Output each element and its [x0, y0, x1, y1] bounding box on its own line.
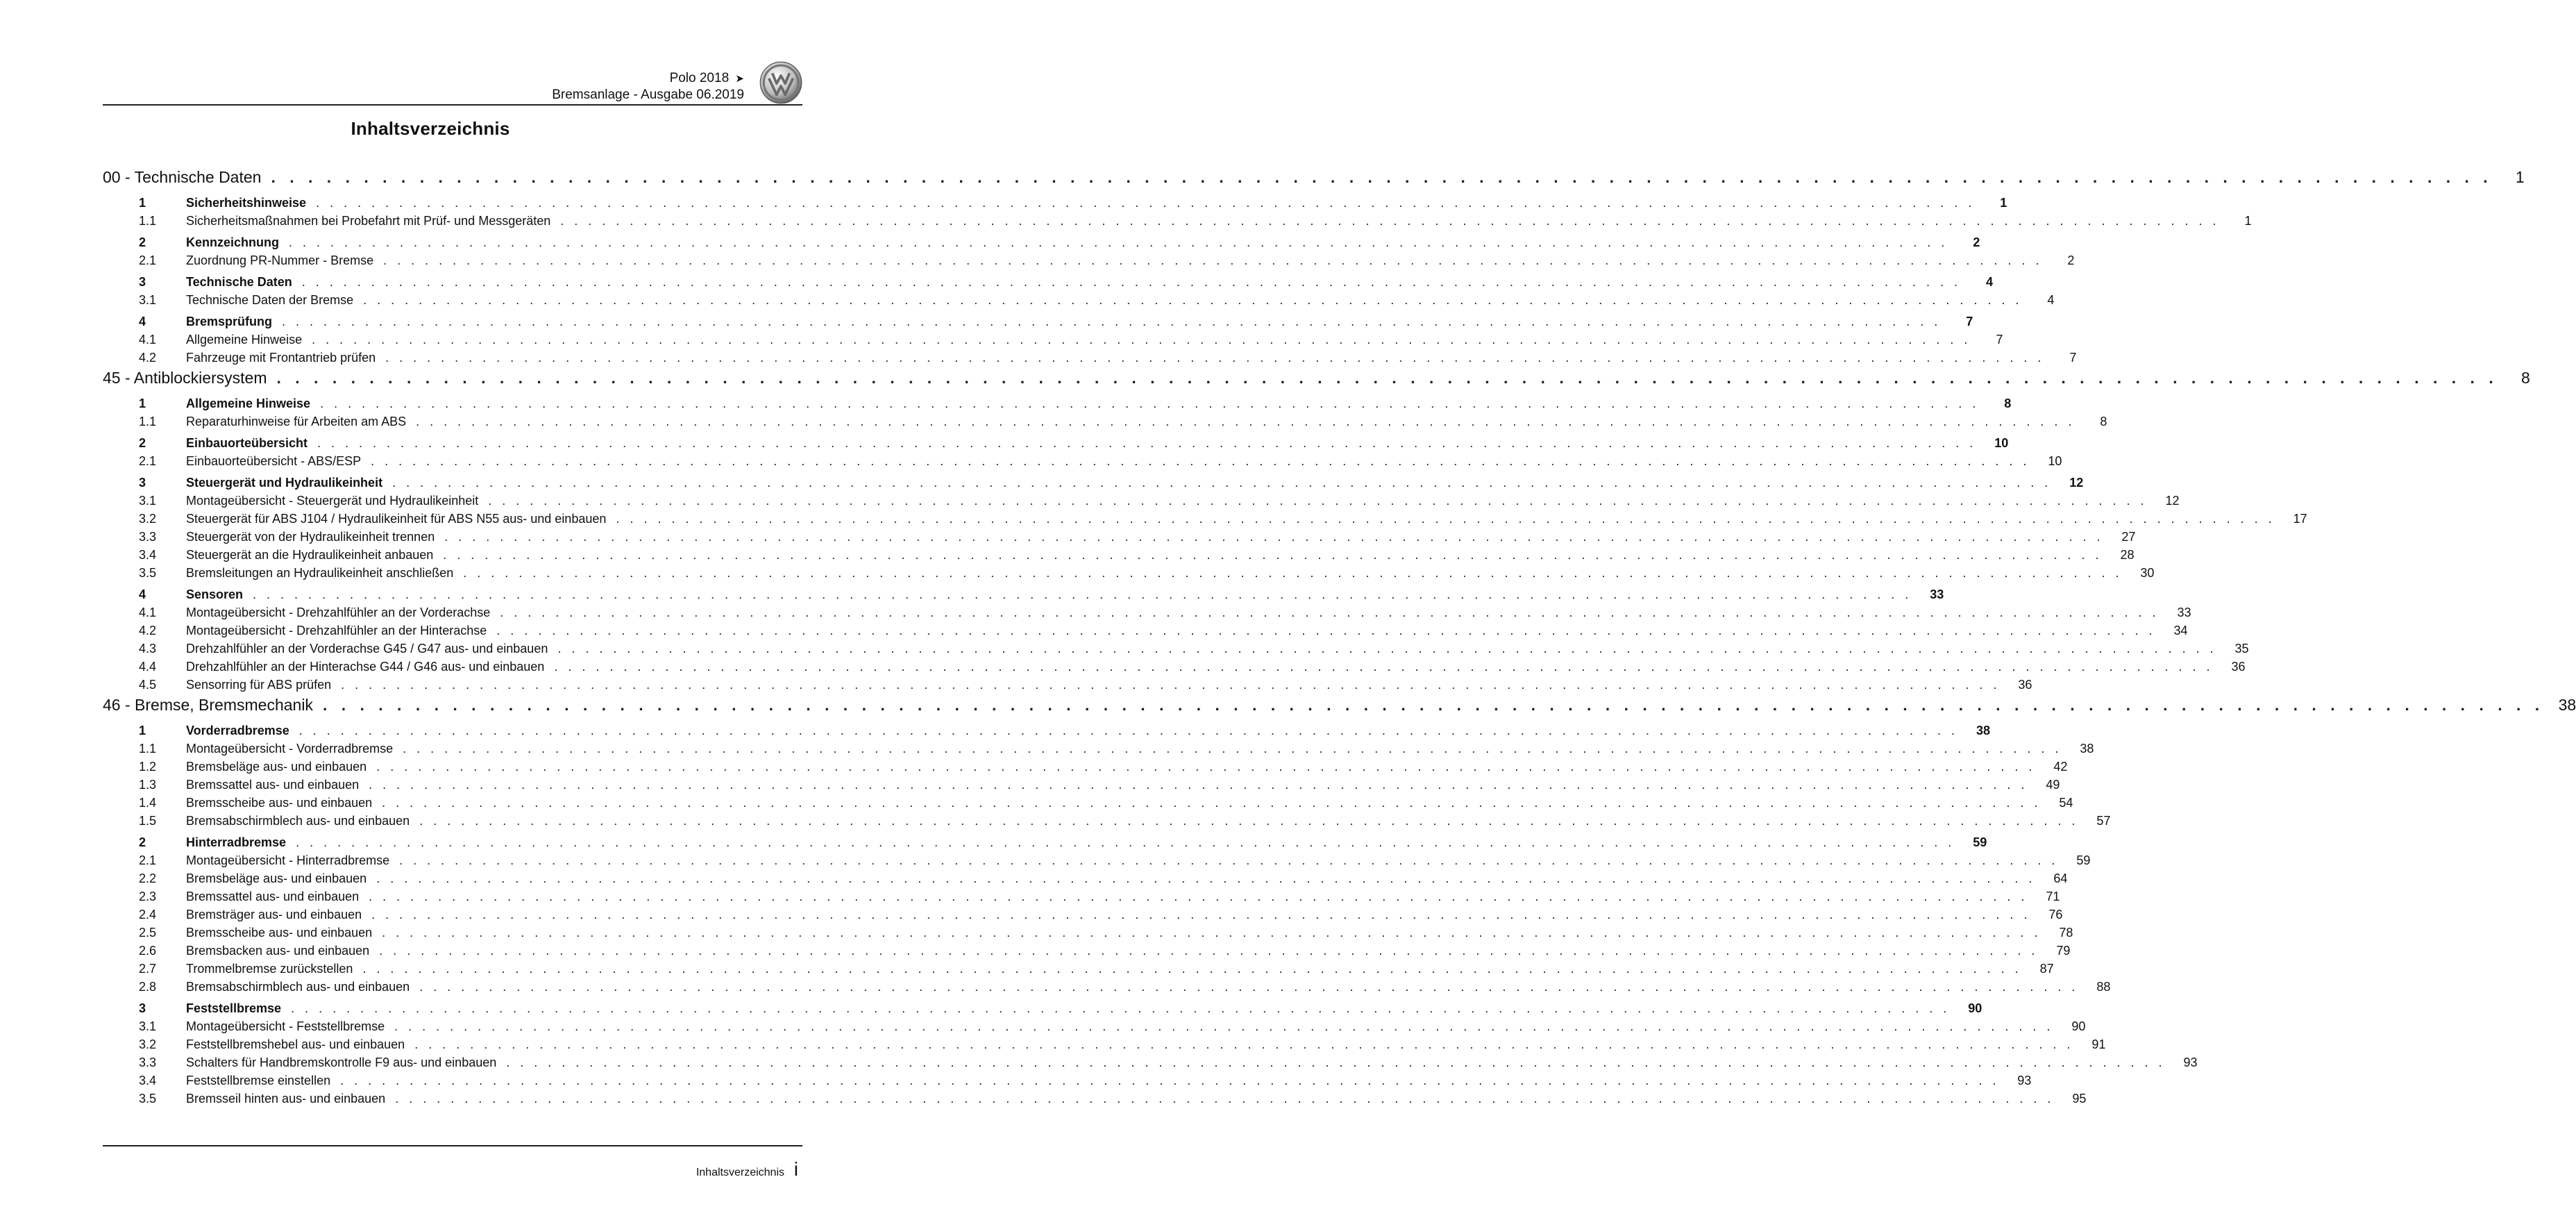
entry-number: 3.3: [139, 530, 157, 544]
section-entry[interactable]: [103, 275, 1993, 293]
entry-page-number: 12: [2069, 476, 2084, 490]
entry-page-number: 35: [2234, 642, 2249, 656]
dot-leader: . . . . . . . . . . . . . . . . . . . . . . . . . . . . . . . . . . . . . . . . . . . . . . . . . . . . . . . . . . . . . . . . . . . . . . . . . . . . . . . . . . . . . . . . . . . . . . . . . . . . . . . . . . . . . . . . . . . . . . . .: [383, 253, 2043, 267]
entry-title: Hinterradbremse: [186, 835, 287, 849]
subsection-entry[interactable]: [103, 814, 2111, 832]
entry-number: 2: [139, 835, 146, 849]
dot-leader: . . . . . . . . . . . . . . . . . . . . . . . . . . . . . . . . . . . . . . . . . . . . . . . . . . . . . . . . . . . . . . . . . . . . . . . . . . . . . . . . . . . . . . . . . . . . . . . . . . . . . . . . . . . . . . . . . . . . . . . .: [443, 548, 2103, 562]
entry-page-number: 79: [2056, 944, 2071, 958]
chapter-entry[interactable]: [103, 369, 2530, 393]
entry-page-number: 4: [2047, 293, 2055, 307]
subsection-entry[interactable]: [103, 796, 2073, 814]
entry-page-number: 90: [1968, 1001, 1982, 1015]
dot-leader: . . . . . . . . . . . . . . . . . . . . . . . . . . . . . . . . . . . . . . . . . . . . . . . . . . . . . . . . . . . . . . . . . . . . . . . . . . . . . . . . . . . . . . . . . . . . . . . . . . . . . . . . . . . . . . . . . . . . . . . .: [289, 235, 1948, 249]
entry-title: Bremsabschirmblech aus- und einbauen: [186, 980, 410, 994]
entry-number: 3: [139, 476, 146, 490]
entry-number: 1.1: [139, 415, 157, 428]
entry-page-number: 8: [2004, 397, 2012, 410]
toc-section-group: [103, 835, 2111, 998]
entry-number: 4.1: [139, 606, 157, 619]
entry-title: Sensoren: [186, 587, 244, 601]
brand-logo-icon: [759, 61, 802, 104]
entry-page-number: 54: [2059, 796, 2073, 810]
entry-title: Drehzahlfühler an der Hinterachse G44 / G46 aus- und einbauen: [186, 660, 545, 674]
entry-number: 2.1: [139, 454, 157, 468]
dot-leader: . . . . . . . . . . . . . . . . . . . . . . . . . . . . . . . . . . . . . . . . . . . . . . . . . . . . . . . . . . . . . . . . . . . . . . . . . . . . . . . . . . . . . . . . . . . . . . . . . . . . . . . . . . . . . . . . . . . . . . . .: [557, 642, 2217, 656]
dot-leader: . . . . . . . . . . . . . . . . . . . . . . . . . . . . . . . . . . . . . . . . . . . . . . . . . . . . . . . . . . . . . . . . . . . . . . . . . . . . . . . . . . . . . . . . . . . . . . . . . . . . . . . . . . . . . . . . . . . . . . . .: [363, 293, 2023, 307]
toc-section-group: [103, 235, 2075, 272]
entry-page-number: 33: [2177, 606, 2191, 619]
entry-number: 3.2: [139, 1037, 157, 1051]
dot-leader: . . . . . . . . . . . . . . . . . . . . . . . . . . . . . . . . . . . . . . . . . . . . . . . . . . . . . . . . . . . . . . . . . . . . . . . . . . . . . . . . . . . . . . . . . . . . . . . . . . . . . . . . . . . . . . . . . . . . . . . .: [500, 606, 2160, 619]
entry-page-number: 2: [1973, 235, 1980, 249]
entry-page-number: 78: [2059, 926, 2073, 940]
subsection-entry[interactable]: [103, 624, 2188, 642]
entry-title: 00 - Technische Daten: [103, 168, 262, 186]
entry-page-number: 8: [2100, 415, 2107, 428]
dot-leader: . . . . . . . . . . . . . . . . . . . . . . . . . . . . . . . . . . . . . . . . . . . . . . . . . . . . . . . . . . . . . . . . . . . . . . . . . . . . . . . . . . . . . . . . . . . . . . . . . . . . . . . . . . . . . . . . . . . . . . . .: [312, 333, 1971, 347]
dot-leader: . . . . . . . . . . . . . . . . . . . . . . . . . . . . . . . . . . . . . . . . . . . . . . . . . . . . . . . . . . . . . . . . . . . . . . . . . . . . . . . . . . . . . . . . . . . . . . . . . . . . . . . . . . . . . . . . . . . . . . . .: [322, 696, 2545, 714]
toc-chapter: [103, 369, 2530, 696]
entry-title: Steuergerät und Hydraulikeinheit: [186, 476, 383, 490]
entry-number: 2.6: [139, 944, 157, 958]
entry-title: Bremsprüfung: [186, 315, 273, 328]
toc-section-group: [103, 275, 2055, 311]
entry-title: Schalters für Handbremskontrolle F9 aus- und einbauen: [186, 1056, 497, 1069]
entry-page-number: 1: [2515, 168, 2525, 186]
entry-title: Bremsseil hinten aus- und einbauen: [186, 1092, 386, 1106]
dot-leader: . . . . . . . . . . . . . . . . . . . . . . . . . . . . . . . . . . . . . . . . . . . . . . . . . . . . . . . . . . . . . . . . . . . . . . . . . . . . . . . . . . . . . . . . . . . . . . . . . . . . . . . . . . . . . . . . . . . . . . . .: [341, 678, 2001, 692]
dot-leader: . . . . . . . . . . . . . . . . . . . . . . . . . . . . . . . . . . . . . . . . . . . . . . . . . . . . . . . . . . . . . . . . . . . . . . . . . . . . . . . . . . . . . . . . . . . . . . . . . . . . . . . . . . . . . . . . . . . . . . . .: [394, 1019, 2054, 1033]
entry-number: 3.4: [139, 548, 157, 562]
subsection-entry[interactable]: [103, 548, 2135, 566]
entry-number: 2.8: [139, 980, 157, 994]
toc-section-group: [103, 1001, 2198, 1110]
chapter-entry[interactable]: [103, 696, 2576, 720]
subsection-entry[interactable]: [103, 494, 2180, 512]
entry-title: Montageübersicht - Drehzahlfühler an der Vorderachse: [186, 606, 491, 619]
footer-page-number: i: [793, 1158, 798, 1180]
subsection-entry[interactable]: [103, 1056, 2198, 1074]
entry-number: 3.2: [139, 512, 157, 526]
entry-title: Montageübersicht - Vorderradbremse: [186, 742, 394, 756]
entry-title: Bremsbeläge aus- und einbauen: [186, 760, 367, 774]
toc-chapter: [103, 168, 2525, 369]
dot-leader: . . . . . . . . . . . . . . . . . . . . . . . . . . . . . . . . . . . . . . . . . . . . . . . . . . . . . . . . . . . . . . . . . . . . . . . . . . . . . . . . . . . . . . . . . . . . . . . . . . . . . . . . . . . . . . . . . . . . . . . .: [316, 196, 1976, 210]
entry-page-number: 38: [1976, 724, 1990, 737]
dot-leader: . . . . . . . . . . . . . . . . . . . . . . . . . . . . . . . . . . . . . . . . . . . . . . . . . . . . . . . . . . . . . . . . . . . . . . . . . . . . . . . . . . . . . . . . . . . . . . . . . . . . . . . . . . . . . . . . . . . . . . . .: [463, 566, 2123, 580]
entry-title: Drehzahlfühler an der Vorderachse G45 / G47 aus- und einbauen: [186, 642, 548, 656]
entry-title: Bremssattel aus- und einbauen: [186, 778, 360, 792]
entry-title: Montageübersicht - Hinterradbremse: [186, 853, 390, 867]
entry-title: Bremsscheibe aus- und einbauen: [186, 796, 373, 810]
entry-number: 2.4: [139, 908, 157, 921]
entry-page-number: 64: [2053, 871, 2068, 885]
subsection-entry[interactable]: [103, 678, 2032, 696]
dot-leader: . . . . . . . . . . . . . . . . . . . . . . . . . . . . . . . . . . . . . . . . . . . . . . . . . . . . . . . . . . . . . . . . . . . . . . . . . . . . . . . . . . . . . . . . . . . . . . . . . . . . . . . . . . . . . . . . . . . . . . . .: [414, 1037, 2074, 1051]
dot-leader: . . . . . . . . . . . . . . . . . . . . . . . . . . . . . . . . . . . . . . . . . . . . . . . . . . . . . . . . . . . . . . . . . . . . . . . . . . . . . . . . . . . . . . . . . . . . . . . . . . . . . . . . . . . . . . . . . . . . . . . .: [379, 944, 2039, 958]
subsection-entry[interactable]: [103, 454, 2062, 472]
entry-page-number: 90: [2071, 1019, 2086, 1033]
dot-leader: . . . . . . . . . . . . . . . . . . . . . . . . . . . . . . . . . . . . . . . . . . . . . . . . . . . . . . . . . . . . . . . . . . . . . . . . . . . . . . . . . . . . . . . . . . . . . . . . . . . . . . . . . . . . . . . . . . . . . . . .: [298, 724, 1958, 737]
entry-number: 4: [139, 587, 146, 601]
entry-number: 3.1: [139, 293, 157, 307]
subsection-entry[interactable]: [103, 415, 2107, 433]
entry-number: 3.4: [139, 1074, 157, 1087]
entry-number: 3.1: [139, 1019, 157, 1033]
entry-page-number: 88: [2096, 980, 2111, 994]
dot-leader: . . . . . . . . . . . . . . . . . . . . . . . . . . . . . . . . . . . . . . . . . . . . . . . . . . . . . . . . . . . . . . . . . . . . . . . . . . . . . . . . . . . . . . . . . . . . . . . . . . . . . . . . . . . . . . . . . . . . . . . .: [419, 814, 2079, 828]
subsection-entry[interactable]: [103, 962, 2054, 980]
dot-leader: . . . . . . . . . . . . . . . . . . . . . . . . . . . . . . . . . . . . . . . . . . . . . . . . . . . . . . . . . . . . . . . . . . . . . . . . . . . . . . . . . . . . . . . . . . . . . . . . . . . . . . . . . . . . . . . . . . . . . . . .: [362, 962, 2022, 976]
entry-page-number: 1: [2244, 214, 2252, 228]
entry-title: Feststellbremse einstellen: [186, 1074, 331, 1087]
entry-title: Bremssattel aus- und einbauen: [186, 890, 360, 903]
subsection-entry[interactable]: [103, 1092, 2087, 1110]
entry-title: Einbauorteübersicht: [186, 436, 308, 450]
entry-number: 4.3: [139, 642, 157, 656]
entry-title: Steuergerät von der Hydraulikeinheit trennen: [186, 530, 435, 544]
subsection-entry[interactable]: [103, 853, 2091, 871]
section-entry[interactable]: [103, 235, 1980, 253]
subsection-entry[interactable]: [103, 944, 2071, 962]
entry-number: 4.2: [139, 351, 157, 365]
entry-page-number: 93: [2017, 1074, 2032, 1087]
entry-title: 46 - Bremse, Bremsmechanik: [103, 696, 313, 714]
entry-number: 2.3: [139, 890, 157, 903]
entry-title: Technische Daten der Bremse: [186, 293, 354, 307]
header-model: Polo 2018: [669, 71, 730, 85]
entry-number: 1.2: [139, 760, 157, 774]
dot-leader: . . . . . . . . . . . . . . . . . . . . . . . . . . . . . . . . . . . . . . . . . . . . . . . . . . . . . . . . . . . . . . . . . . . . . . . . . . . . . . . . . . . . . . . . . . . . . . . . . . . . . . . . . . . . . . . . . . . . . . . .: [282, 315, 1942, 328]
entry-number: 1: [139, 397, 146, 410]
entry-title: Sensorring für ABS prüfen: [186, 678, 332, 692]
dot-leader: . . . . . . . . . . . . . . . . . . . . . . . . . . . . . . . . . . . . . . . . . . . . . . . . . . . . . . . . . . . . . . . . . . . . . . . . . . . . . . . . . . . . . . . . . . . . . . . . . . . . . . . . . . . . . . . . . . . . . . . .: [506, 1056, 2166, 1069]
entry-page-number: 36: [2231, 660, 2246, 674]
entry-page-number: 10: [1994, 436, 2009, 450]
dot-leader: . . . . . . . . . . . . . . . . . . . . . . . . . . . . . . . . . . . . . . . . . . . . . . . . . . . . . . . . . . . . . . . . . . . . . . . . . . . . . . . . . . . . . . . . . . . . . . . . . . . . . . . . . . . . . . . . . . . . . . . .: [296, 835, 1955, 849]
dot-leader: . . . . . . . . . . . . . . . . . . . . . . . . . . . . . . . . . . . . . . . . . . . . . . . . . . . . . . . . . . . . . . . . . . . . . . . . . . . . . . . . . . . . . . . . . . . . . . . . . . . . . . . . . . . . . . . . . . . . . . . .: [301, 275, 1961, 289]
dot-leader: . . . . . . . . . . . . . . . . . . . . . . . . . . . . . . . . . . . . . . . . . . . . . . . . . . . . . . . . . . . . . . . . . . . . . . . . . . . . . . . . . . . . . . . . . . . . . . . . . . . . . . . . . . . . . . . . . . . . . . . .: [291, 1001, 1951, 1015]
entry-title: Feststellbremse: [186, 1001, 282, 1015]
entry-title: Kennzeichnung: [186, 235, 279, 249]
entry-title: Technische Daten: [186, 275, 292, 289]
subsection-entry[interactable]: [103, 908, 2063, 926]
dot-leader: . . . . . . . . . . . . . . . . . . . . . . . . . . . . . . . . . . . . . . . . . . . . . . . . . . . . . . . . . . . . . . . . . . . . . . . . . . . . . . . . . . . . . . . . . . . . . . . . . . . . . . . . . . . . . . . . . . . . . . . .: [399, 853, 2059, 867]
subsection-entry[interactable]: [103, 1037, 2106, 1056]
dot-leader: . . . . . . . . . . . . . . . . . . . . . . . . . . . . . . . . . . . . . . . . . . . . . . . . . . . . . . . . . . . . . . . . . . . . . . . . . . . . . . . . . . . . . . . . . . . . . . . . . . . . . . . . . . . . . . . . . . . . . . . .: [392, 476, 2052, 490]
entry-page-number: 28: [2120, 548, 2135, 562]
entry-title: Bremsbeläge aus- und einbauen: [186, 871, 367, 885]
entry-page-number: 36: [2018, 678, 2032, 692]
entry-number: 1.3: [139, 778, 157, 792]
subsection-entry[interactable]: [103, 606, 2191, 624]
dot-leader: . . . . . . . . . . . . . . . . . . . . . . . . . . . . . . . . . . . . . . . . . . . . . . . . . . . . . . . . . . . . . . . . . . . . . . . . . . . . . . . . . . . . . . . . . . . . . . . . . . . . . . . . . . . . . . . . . . . . . . . .: [403, 742, 2062, 756]
entry-title: Steuergerät für ABS J104 / Hydraulikeinheit für ABS N55 aus- und einbauen: [186, 512, 607, 526]
dot-leader: . . . . . . . . . . . . . . . . . . . . . . . . . . . . . . . . . . . . . . . . . . . . . . . . . . . . . . . . . . . . . . . . . . . . . . . . . . . . . . . . . . . . . . . . . . . . . . . . . . . . . . . . . . . . . . . . . . . . . . . .: [376, 871, 2036, 885]
entry-page-number: 10: [2048, 454, 2062, 468]
entry-number: 2.1: [139, 853, 157, 867]
subsection-entry[interactable]: [103, 351, 2077, 369]
footer-label: Inhaltsverzeichnis: [696, 1167, 784, 1178]
entry-page-number: 59: [2076, 853, 2091, 867]
toc-section-group: [103, 397, 2107, 433]
dot-leader: . . . . . . . . . . . . . . . . . . . . . . . . . . . . . . . . . . . . . . . . . . . . . . . . . . . . . . . . . . . . . . . . . . . . . . . . . . . . . . . . . . . . . . . . . . . . . . . . . . . . . . . . . . . . . . . . . . . . . . . .: [340, 1074, 2000, 1087]
entry-page-number: 95: [2072, 1092, 2087, 1106]
dot-leader: . . . . . . . . . . . . . . . . . . . . . . . . . . . . . . . . . . . . . . . . . . . . . . . . . . . . . . . . . . . . . . . . . . . . . . . . . . . . . . . . . . . . . . . . . . . . . . . . . . . . . . . . . . . . . . . . . . . . . . . .: [382, 796, 2042, 810]
entry-page-number: 2: [2067, 253, 2075, 267]
entry-number: 3.3: [139, 1056, 157, 1069]
entry-title: Sicherheitshinweise: [186, 196, 307, 210]
subsection-entry[interactable]: [103, 333, 2003, 351]
entry-number: 4.5: [139, 678, 157, 692]
section-entry[interactable]: [103, 835, 1987, 853]
dot-leader: . . . . . . . . . . . . . . . . . . . . . . . . . . . . . . . . . . . . . . . . . . . . . . . . . . . . . . . . . . . . . . . . . . . . . . . . . . . . . . . . . . . . . . . . . . . . . . . . . . . . . . . . . . . . . . . . . . . . . . . .: [444, 530, 2104, 544]
subsection-entry[interactable]: [103, 566, 2155, 584]
entry-page-number: 1: [2000, 196, 2007, 210]
entry-title: Montageübersicht - Steuergerät und Hydraulikeinheit: [186, 494, 479, 508]
header-subtitle: Bremsanlage - Ausgabe 06.2019: [552, 87, 744, 102]
subsection-entry[interactable]: [103, 253, 2075, 272]
entry-page-number: 49: [2046, 778, 2060, 792]
entry-number: 3.1: [139, 494, 157, 508]
entry-number: 2: [139, 235, 146, 249]
footer-divider: [103, 1145, 802, 1146]
toc-section-group: [103, 196, 2252, 232]
chapter-entry[interactable]: [103, 168, 2525, 192]
entry-number: 3.5: [139, 566, 157, 580]
entry-page-number: 30: [2140, 566, 2155, 580]
subsection-entry[interactable]: [103, 530, 2136, 548]
entry-title: Trommelbremse zurückstellen: [186, 962, 353, 976]
entry-number: 4.2: [139, 624, 157, 637]
entry-page-number: 4: [1985, 275, 1993, 289]
entry-page-number: 42: [2053, 760, 2068, 774]
entry-page-number: 91: [2091, 1037, 2106, 1051]
entry-number: 2: [139, 436, 146, 450]
entry-page-number: 17: [2293, 512, 2307, 526]
section-entry[interactable]: [103, 1001, 1982, 1019]
entry-number: 2.1: [139, 253, 157, 267]
section-entry[interactable]: [103, 196, 2007, 214]
subsection-entry[interactable]: [103, 760, 2068, 778]
entry-title: Bremsbacken aus- und einbauen: [186, 944, 370, 958]
entry-number: 1.1: [139, 742, 157, 756]
subsection-entry[interactable]: [103, 642, 2249, 660]
subsection-entry[interactable]: [103, 890, 2060, 908]
subsection-entry[interactable]: [103, 926, 2073, 944]
entry-page-number: 59: [1973, 835, 1987, 849]
entry-number: 3: [139, 1001, 146, 1015]
entry-title: Sicherheitsmaßnahmen bei Probefahrt mit Prüf- und Messgeräten: [186, 214, 551, 228]
entry-page-number: 7: [1996, 333, 2003, 347]
dot-leader: . . . . . . . . . . . . . . . . . . . . . . . . . . . . . . . . . . . . . . . . . . . . . . . . . . . . . . . . . . . . . . . . . . . . . . . . . . . . . . . . . . . . . . . . . . . . . . . . . . . . . . . . . . . . . . . . . . . . . . . .: [371, 908, 2031, 921]
entry-title: Allgemeine Hinweise: [186, 397, 311, 410]
section-entry[interactable]: [103, 397, 2012, 415]
section-entry[interactable]: [103, 436, 2009, 454]
entry-page-number: 7: [2069, 351, 2077, 365]
entry-number: 4.1: [139, 333, 157, 347]
subsection-entry[interactable]: [103, 1074, 2032, 1092]
entry-title: 45 - Antiblockiersystem: [103, 369, 267, 387]
entry-number: 2.2: [139, 871, 157, 885]
entry-title: Einbauorteübersicht - ABS/ESP: [186, 454, 362, 468]
entry-page-number: 71: [2046, 890, 2060, 903]
section-entry[interactable]: [103, 587, 1944, 606]
dot-leader: . . . . . . . . . . . . . . . . . . . . . . . . . . . . . . . . . . . . . . . . . . . . . . . . . . . . . . . . . . . . . . . . . . . . . . . . . . . . . . . . . . . . . . . . . . . . . . . . . . . . . . . . . . . . . . . . . . . . . . . .: [382, 926, 2042, 940]
entry-page-number: 38: [2558, 696, 2576, 714]
section-entry[interactable]: [103, 315, 1973, 333]
dot-leader: . . . . . . . . . . . . . . . . . . . . . . . . . . . . . . . . . . . . . . . . . . . . . . . . . . . . . . . . . . . . . . . . . . . . . . . . . . . . . . . . . . . . . . . . . . . . . . . . . . . . . . . . . . . . . . . . . . . . . . . .: [271, 168, 2493, 186]
subsection-entry[interactable]: [103, 742, 2094, 760]
subsection-entry[interactable]: [103, 778, 2060, 796]
entry-title: Montageübersicht - Drehzahlfühler an der Hinterachse: [186, 624, 487, 637]
entry-title: Allgemeine Hinweise: [186, 333, 303, 347]
toc-section-group: [103, 476, 2307, 584]
entry-title: Vorderradbremse: [186, 724, 289, 737]
entry-title: Steuergerät an die Hydraulikeinheit anbauen: [186, 548, 434, 562]
dot-leader: . . . . . . . . . . . . . . . . . . . . . . . . . . . . . . . . . . . . . . . . . . . . . . . . . . . . . . . . . . . . . . . . . . . . . . . . . . . . . . . . . . . . . . . . . . . . . . . . . . . . . . . . . . . . . . . . . . . . . . . .: [496, 624, 2156, 637]
dot-leader: . . . . . . . . . . . . . . . . . . . . . . . . . . . . . . . . . . . . . . . . . . . . . . . . . . . . . . . . . . . . . . . . . . . . . . . . . . . . . . . . . . . . . . . . . . . . . . . . . . . . . . . . . . . . . . . . . . . . . . . .: [369, 778, 2028, 792]
entry-title: Bremsleitungen an Hydraulikeinheit anschließen: [186, 566, 454, 580]
entry-page-number: 57: [2096, 814, 2111, 828]
dot-leader: . . . . . . . . . . . . . . . . . . . . . . . . . . . . . . . . . . . . . . . . . . . . . . . . . . . . . . . . . . . . . . . . . . . . . . . . . . . . . . . . . . . . . . . . . . . . . . . . . . . . . . . . . . . . . . . . . . . . . . . .: [419, 980, 2079, 994]
entry-page-number: 87: [2039, 962, 2054, 976]
entry-title: Montageübersicht - Feststellbremse: [186, 1019, 385, 1033]
entry-page-number: 8: [2520, 369, 2530, 387]
entry-number: 1.4: [139, 796, 157, 810]
toc-chapter: [103, 696, 2576, 1110]
entry-number: 3: [139, 275, 146, 289]
entry-page-number: 93: [2183, 1056, 2198, 1069]
entry-number: 4: [139, 315, 146, 328]
entry-title: Reparaturhinweise für Arbeiten am ABS: [186, 415, 407, 428]
dot-leader: . . . . . . . . . . . . . . . . . . . . . . . . . . . . . . . . . . . . . . . . . . . . . . . . . . . . . . . . . . . . . . . . . . . . . . . . . . . . . . . . . . . . . . . . . . . . . . . . . . . . . . . . . . . . . . . . . . . . . . . .: [376, 760, 2036, 774]
entry-number: 1.5: [139, 814, 157, 828]
subsection-entry[interactable]: [103, 660, 2246, 678]
entry-page-number: 12: [2165, 494, 2180, 508]
entry-title: Feststellbremshebel aus- und einbauen: [186, 1037, 405, 1051]
entry-number: 1: [139, 724, 146, 737]
entry-page-number: 33: [1930, 587, 1944, 601]
dot-leader: . . . . . . . . . . . . . . . . . . . . . . . . . . . . . . . . . . . . . . . . . . . . . . . . . . . . . . . . . . . . . . . . . . . . . . . . . . . . . . . . . . . . . . . . . . . . . . . . . . . . . . . . . . . . . . . . . . . . . . . .: [253, 587, 1912, 601]
page-header: [103, 62, 802, 106]
dot-leader: . . . . . . . . . . . . . . . . . . . . . . . . . . . . . . . . . . . . . . . . . . . . . . . . . . . . . . . . . . . . . . . . . . . . . . . . . . . . . . . . . . . . . . . . . . . . . . . . . . . . . . . . . . . . . . . . . . . . . . . .: [385, 351, 2045, 365]
toc-section-group: [103, 315, 2077, 369]
dot-leader: . . . . . . . . . . . . . . . . . . . . . . . . . . . . . . . . . . . . . . . . . . . . . . . . . . . . . . . . . . . . . . . . . . . . . . . . . . . . . . . . . . . . . . . . . . . . . . . . . . . . . . . . . . . . . . . . . . . . . . . .: [371, 454, 2030, 468]
dot-leader: . . . . . . . . . . . . . . . . . . . . . . . . . . . . . . . . . . . . . . . . . . . . . . . . . . . . . . . . . . . . . . . . . . . . . . . . . . . . . . . . . . . . . . . . . . . . . . . . . . . . . . . . . . . . . . . . . . . . . . . .: [276, 369, 2498, 387]
dot-leader: . . . . . . . . . . . . . . . . . . . . . . . . . . . . . . . . . . . . . . . . . . . . . . . . . . . . . . . . . . . . . . . . . . . . . . . . . . . . . . . . . . . . . . . . . . . . . . . . . . . . . . . . . . . . . . . . . . . . . . . .: [369, 890, 2028, 903]
entry-page-number: 76: [2048, 908, 2063, 921]
section-entry[interactable]: [103, 476, 2084, 494]
subsection-entry[interactable]: [103, 512, 2307, 530]
entry-number: 1.1: [139, 214, 157, 228]
page-title: Inhaltsverzeichnis: [351, 118, 510, 139]
entry-page-number: 34: [2173, 624, 2188, 637]
dot-leader: . . . . . . . . . . . . . . . . . . . . . . . . . . . . . . . . . . . . . . . . . . . . . . . . . . . . . . . . . . . . . . . . . . . . . . . . . . . . . . . . . . . . . . . . . . . . . . . . . . . . . . . . . . . . . . . . . . . . . . . .: [416, 415, 2076, 428]
toc-section-group: [103, 587, 2249, 696]
dot-leader: . . . . . . . . . . . . . . . . . . . . . . . . . . . . . . . . . . . . . . . . . . . . . . . . . . . . . . . . . . . . . . . . . . . . . . . . . . . . . . . . . . . . . . . . . . . . . . . . . . . . . . . . . . . . . . . . . . . . . . . .: [616, 512, 2275, 526]
section-entry[interactable]: [103, 724, 1990, 742]
entry-number: 4.4: [139, 660, 157, 674]
toc-section-group: [103, 436, 2062, 472]
entry-number: 3.5: [139, 1092, 157, 1106]
entry-page-number: 27: [2121, 530, 2136, 544]
header-model-line: [670, 71, 744, 86]
subsection-entry[interactable]: [103, 980, 2111, 998]
dot-leader: . . . . . . . . . . . . . . . . . . . . . . . . . . . . . . . . . . . . . . . . . . . . . . . . . . . . . . . . . . . . . . . . . . . . . . . . . . . . . . . . . . . . . . . . . . . . . . . . . . . . . . . . . . . . . . . . . . . . . . . .: [317, 436, 1977, 450]
entry-page-number: 38: [2080, 742, 2094, 756]
subsection-entry[interactable]: [103, 1019, 2086, 1037]
subsection-entry[interactable]: [103, 214, 2252, 232]
entry-number: 2.5: [139, 926, 157, 940]
entry-page-number: 7: [1966, 315, 1973, 328]
dot-leader: . . . . . . . . . . . . . . . . . . . . . . . . . . . . . . . . . . . . . . . . . . . . . . . . . . . . . . . . . . . . . . . . . . . . . . . . . . . . . . . . . . . . . . . . . . . . . . . . . . . . . . . . . . . . . . . . . . . . . . . .: [554, 660, 2214, 674]
table-of-contents: [103, 168, 2576, 1110]
entry-number: 2.7: [139, 962, 157, 976]
subsection-entry[interactable]: [103, 871, 2068, 890]
entry-number: 1: [139, 196, 146, 210]
dot-leader: . . . . . . . . . . . . . . . . . . . . . . . . . . . . . . . . . . . . . . . . . . . . . . . . . . . . . . . . . . . . . . . . . . . . . . . . . . . . . . . . . . . . . . . . . . . . . . . . . . . . . . . . . . . . . . . . . . . . . . . .: [320, 397, 1980, 410]
entry-title: Zuordnung PR-Nummer - Bremse: [186, 253, 374, 267]
entry-title: Bremsabschirmblech aus- und einbauen: [186, 814, 410, 828]
dot-leader: . . . . . . . . . . . . . . . . . . . . . . . . . . . . . . . . . . . . . . . . . . . . . . . . . . . . . . . . . . . . . . . . . . . . . . . . . . . . . . . . . . . . . . . . . . . . . . . . . . . . . . . . . . . . . . . . . . . . . . . .: [488, 494, 2148, 508]
entry-title: Bremsträger aus- und einbauen: [186, 908, 362, 921]
entry-title: Fahrzeuge mit Frontantrieb prüfen: [186, 351, 376, 365]
dot-leader: . . . . . . . . . . . . . . . . . . . . . . . . . . . . . . . . . . . . . . . . . . . . . . . . . . . . . . . . . . . . . . . . . . . . . . . . . . . . . . . . . . . . . . . . . . . . . . . . . . . . . . . . . . . . . . . . . . . . . . . .: [395, 1092, 2055, 1106]
entry-title: Bremsscheibe aus- und einbauen: [186, 926, 373, 940]
toc-section-group: [103, 724, 2111, 832]
subsection-entry[interactable]: [103, 293, 2055, 311]
arrow-right-icon: ➤: [735, 73, 744, 85]
dot-leader: . . . . . . . . . . . . . . . . . . . . . . . . . . . . . . . . . . . . . . . . . . . . . . . . . . . . . . . . . . . . . . . . . . . . . . . . . . . . . . . . . . . . . . . . . . . . . . . . . . . . . . . . . . . . . . . . . . . . . . . .: [560, 214, 2220, 228]
